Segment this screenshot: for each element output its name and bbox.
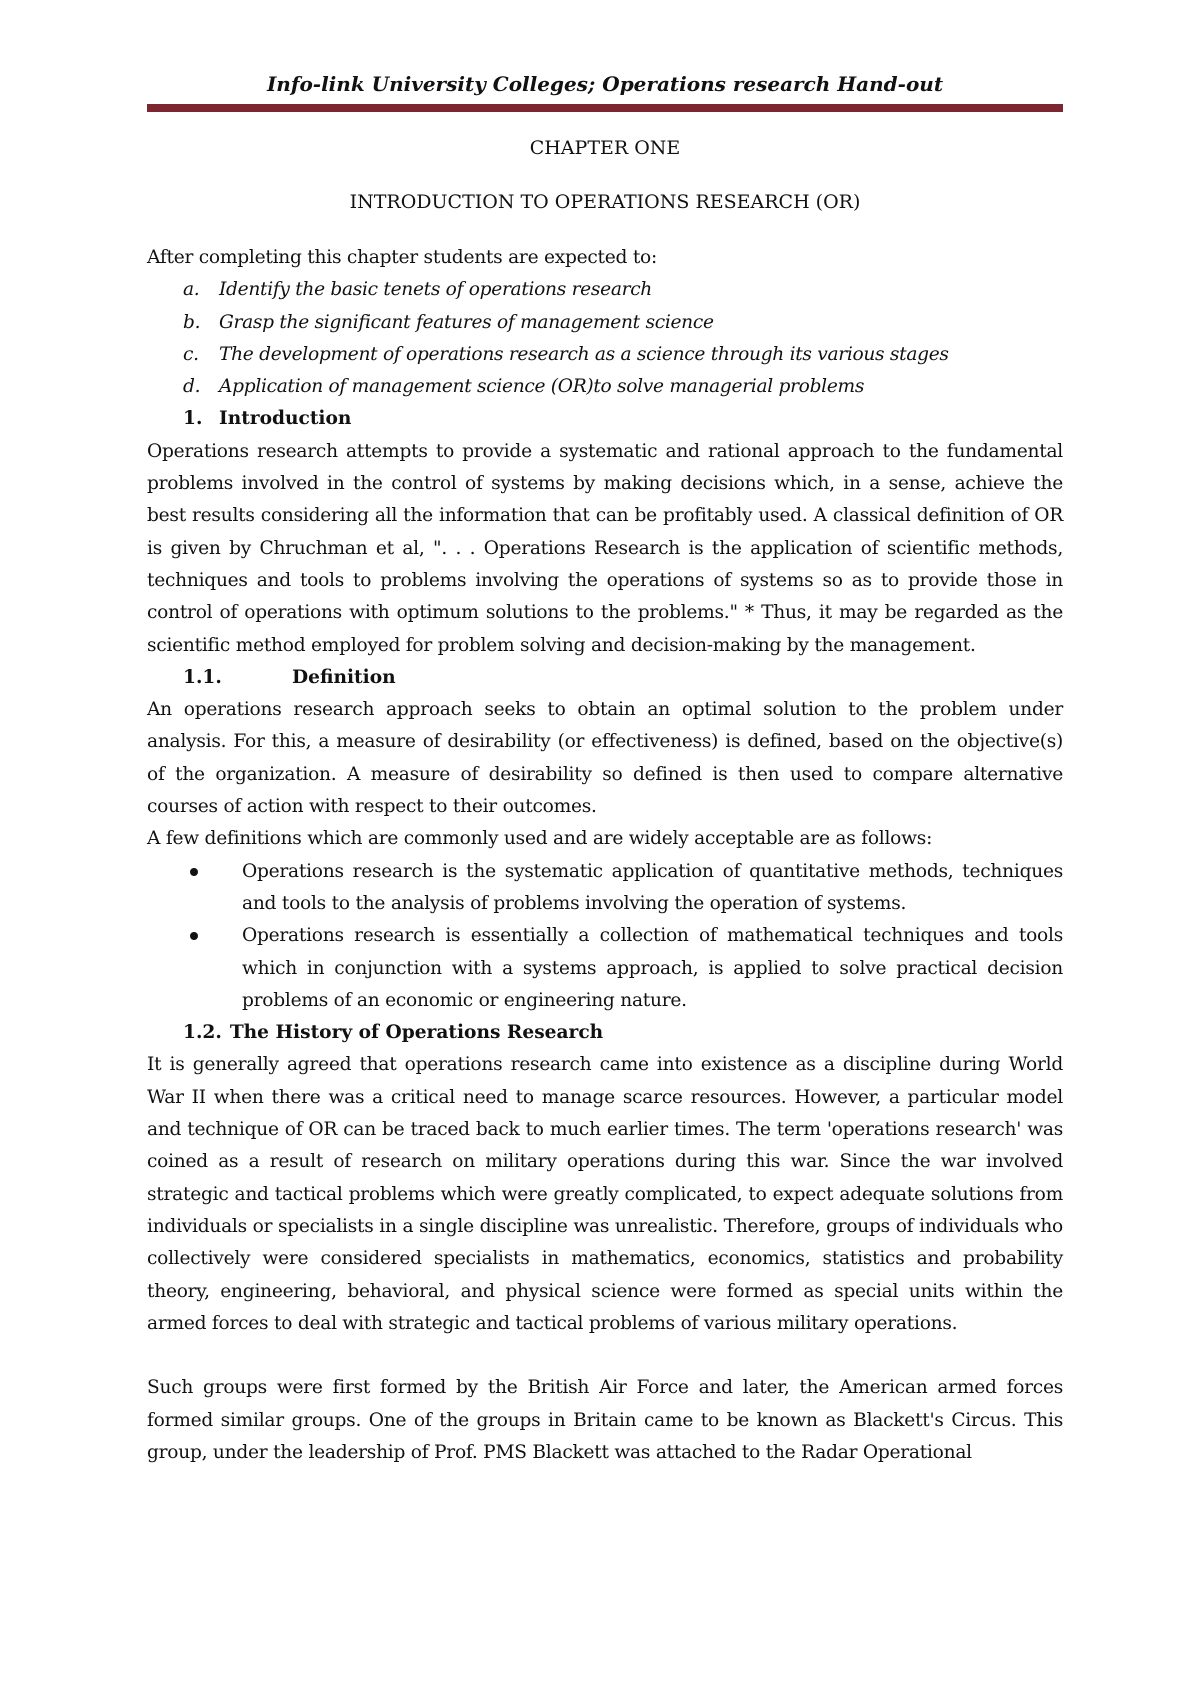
list-marker: c. <box>183 343 199 365</box>
objective-text: Identify the basic tenets of operations research <box>219 279 652 301</box>
list-item <box>147 856 1063 921</box>
header-rule <box>147 104 1063 112</box>
list-marker: b. <box>183 311 201 333</box>
document-page <box>147 70 1063 1469</box>
definition-paragraph: An operations research approach seeks to obtain an optimal solution to the problem under analysis. For this, a measure of desirability (or effectiveness) is defined, based on the objective(s) of the organization. A measure of desirability so defined is then used to compare alternative courses of action with respect to their outcomes. <box>147 699 1063 818</box>
objectives-list <box>147 274 1063 403</box>
section-heading-definition <box>147 662 1063 694</box>
section-heading-history <box>147 1017 1063 1049</box>
section-heading-introduction <box>147 403 1063 435</box>
section-title: The History of Operations Research <box>229 1022 604 1044</box>
objective-text: Application of management science (OR)to solve managerial problems <box>219 376 865 398</box>
history-paragraph-2: Such groups were first formed by the British Air Force and later, the American armed forces formed similar groups. One of the groups in Britain came to be known as Blackett's Circus. This group, under the leadership of Prof. PMS Blackett was attached to the Radar Operational <box>147 1377 1063 1463</box>
objective-text: Grasp the significant features of management science <box>219 311 714 333</box>
section-number: 1.2. <box>183 1022 222 1044</box>
chapter-number: CHAPTER ONE <box>529 137 681 159</box>
list-item <box>147 274 1063 306</box>
definitions-list <box>147 856 1063 1017</box>
bullet-icon <box>147 856 242 921</box>
paragraph-gap <box>147 1340 1063 1372</box>
section-number: 1.1. <box>183 666 222 688</box>
bullet-icon <box>147 920 242 1017</box>
section-title: Introduction <box>219 408 352 430</box>
list-marker: a. <box>183 279 200 301</box>
history-paragraph-1: It is generally agreed that operations research came into existence as a discipline during World War II when there was a critical need to manage scarce resources. However, a particular model and technique of OR can be traced back to much earlier times. The term 'operations research' was coined as a result of research on military operations during this war. Since the war involved strategic and tactical problems which were greatly complicated, to expect adequate solutions from individuals or specialists in a single discipline was unrealistic. Therefore, groups of individuals who collectively were considered specialists in mathematics, economics, statistics and probability theory, engineering, behavioral, and physical science were formed as special units within the armed forces to deal with strategic and tactical problems of various military operations. <box>147 1054 1063 1334</box>
list-marker: d. <box>183 376 201 398</box>
definition-text: Operations research is essentially a collection of mathematical techniques and tools which in conjunction with a systems approach, is applied to solve practical decision problems of an economic or engineering nature. <box>242 925 1063 1011</box>
list-item <box>147 920 1063 1017</box>
section-number: 1. <box>183 408 203 430</box>
objective-text: The development of operations research as a science through its various stages <box>219 343 949 365</box>
list-item <box>147 371 1063 403</box>
introduction-paragraph: Operations research attempts to provide a systematic and rational approach to the fundamental problems involved in the control of systems by making decisions which, in a sense, achieve the best results considering all the information that can be profitably used. A classical definition of OR is given by Chruchman et al, ". . . Operations Research is the application of scientific methods, techniques and tools to problems involving the operations of systems so as to provide those in control of operations with optimum solutions to the problems." * Thus, it may be regarded as the scientific method employed for problem solving and decision-making by the management. <box>147 440 1063 656</box>
running-header: Info-link University Colleges; Operations research Hand-out <box>266 72 944 96</box>
chapter-title: INTRODUCTION TO OPERATIONS RESEARCH (OR) <box>349 191 861 213</box>
definitions-intro: A few definitions which are commonly used and are widely acceptable are as follows: <box>147 828 933 850</box>
definition-text: Operations research is the systematic application of quantitative methods, techniques and tools to the analysis of problems involving the operation of systems. <box>242 860 1063 914</box>
objectives-intro: After completing this chapter students are expected to: <box>147 247 658 268</box>
list-item <box>147 307 1063 339</box>
list-item <box>147 339 1063 371</box>
section-title: Definition <box>292 666 396 688</box>
